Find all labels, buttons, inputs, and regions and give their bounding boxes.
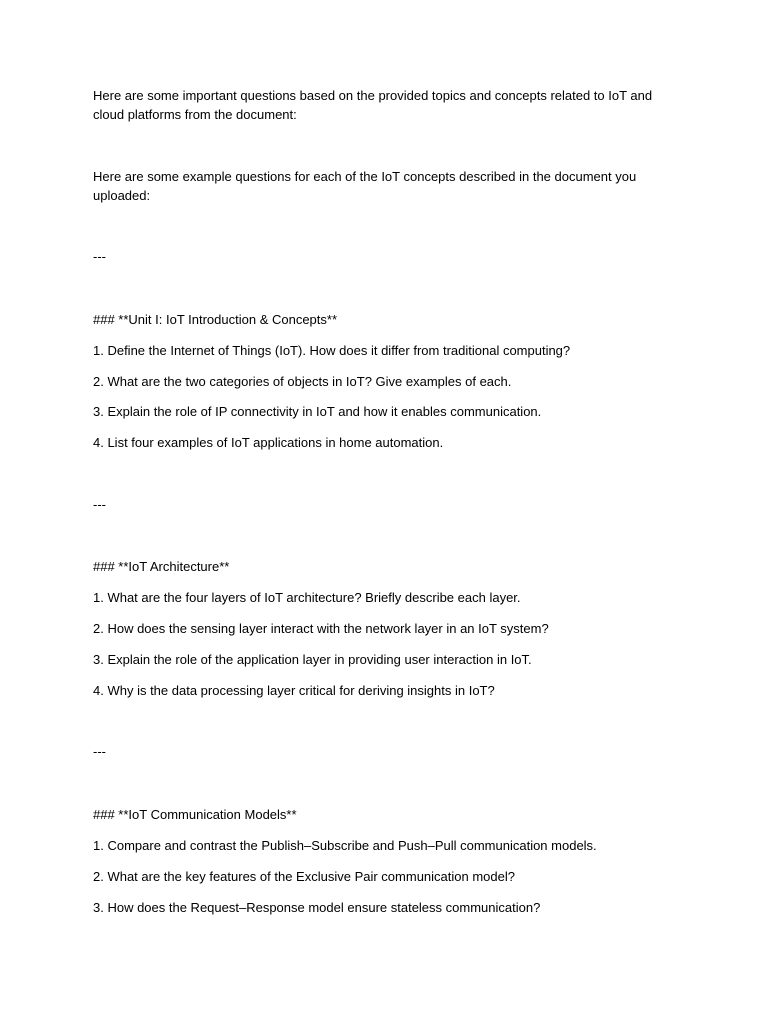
- question-item: 2. What are the key features of the Exclusive Pair communication model?: [93, 869, 515, 884]
- section-divider: ---: [93, 249, 106, 264]
- question-item: 4. List four examples of IoT applications in home automation.: [93, 435, 444, 450]
- intro-paragraph-2: Here are some example questions for each of the IoT concepts described in the document you uploaded:: [93, 169, 637, 203]
- question-item: 2. What are the two categories of objects in IoT? Give examples of each.: [93, 374, 512, 389]
- question-item: 1. Compare and contrast the Publish–Subscribe and Push–Pull communication models.: [93, 838, 597, 853]
- question-item: 3. Explain the role of the application layer in providing user interaction in IoT.: [93, 652, 532, 667]
- question-item: 4. Why is the data processing layer critical for deriving insights in IoT?: [93, 683, 495, 698]
- question-item: 1. Define the Internet of Things (IoT). How does it differ from traditional computing?: [93, 343, 571, 358]
- question-item: 2. How does the sensing layer interact with the network layer in an IoT system?: [93, 621, 549, 636]
- section-heading-architecture: ### **IoT Architecture**: [93, 559, 230, 574]
- question-item: 1. What are the four layers of IoT architecture? Briefly describe each layer.: [93, 590, 521, 605]
- question-item: 3. How does the Request–Response model ensure stateless communication?: [93, 900, 541, 915]
- section-heading-communication-models: ### **IoT Communication Models**: [93, 807, 297, 822]
- question-item: 3. Explain the role of IP connectivity in IoT and how it enables communication.: [93, 404, 542, 419]
- section-divider: ---: [93, 497, 106, 512]
- section-heading-unit-1: ### **Unit I: IoT Introduction & Concepts**: [93, 312, 338, 327]
- intro-paragraph-1: Here are some important questions based on the provided topics and concepts related to IoT and cloud platforms from the document:: [93, 88, 653, 122]
- section-divider: ---: [93, 744, 106, 759]
